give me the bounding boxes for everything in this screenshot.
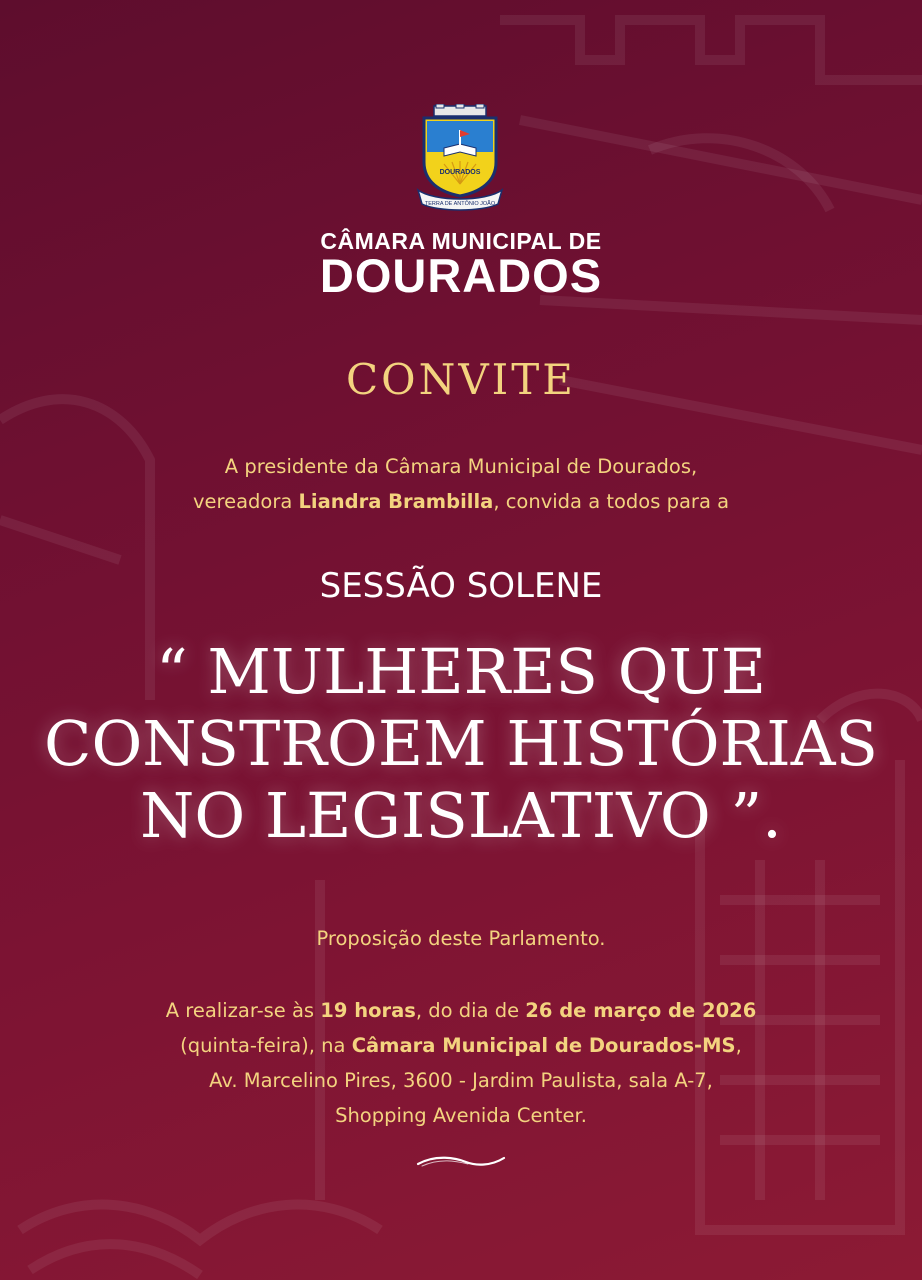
event-place: Shopping Avenida Center. — [335, 1104, 587, 1127]
invitation-intro — [0, 449, 922, 519]
intro-text-post: , convida a todos para a — [493, 490, 730, 513]
dourados-crest-logo — [414, 104, 506, 214]
institution-name-line2: DOURADOS — [319, 249, 603, 302]
details-text: (quinta-feira), na — [180, 1034, 352, 1057]
event-time: 19 horas — [320, 999, 416, 1022]
session-label: SESSÃO SOLENE — [319, 566, 603, 606]
details-text: A realizar-se às — [165, 999, 321, 1022]
session-title — [0, 636, 922, 852]
title-line-2: CONSTROEM HISTÓRIAS — [44, 707, 878, 780]
intro-text-pre: vereadora — [192, 490, 299, 513]
details-line-2 — [0, 1028, 922, 1063]
details-text: , — [735, 1034, 742, 1057]
event-details — [0, 993, 922, 1133]
invitation-heading: CONVITE — [346, 355, 576, 404]
intro-line-2 — [0, 484, 922, 519]
proposition-note: Proposição deste Parlamento. — [316, 927, 606, 950]
event-venue: Câmara Municipal de Dourados-MS — [351, 1034, 736, 1057]
details-line-1 — [0, 993, 922, 1028]
event-address: Av. Marcelino Pires, 3600 - Jardim Paulista, sala A-7, — [209, 1069, 713, 1092]
institution-name-line1: CÂMARA MUNICIPAL DE — [320, 228, 602, 254]
crest-ribbon-text: TERRA DE ANTÔNIO JOÃO — [424, 201, 496, 207]
title-line-3: NO LEGISLATIVO ”. — [140, 779, 782, 852]
intro-line-1: A presidente da Câmara Municipal de Dourados, — [224, 455, 698, 478]
details-text: , do dia de — [415, 999, 526, 1022]
title-line-1: “ MULHERES QUE — [155, 635, 767, 708]
decorative-swoosh-icon — [416, 1152, 506, 1172]
president-name: Liandra Brambilla — [298, 490, 494, 513]
event-date: 26 de março de 2026 — [525, 999, 757, 1022]
crest-seal-text: DOURADOS — [439, 169, 481, 176]
